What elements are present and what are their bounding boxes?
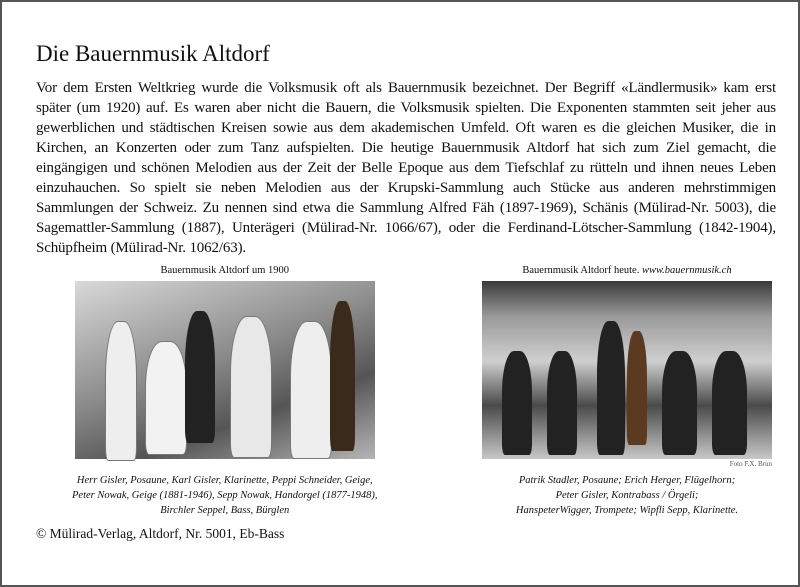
photo-left-caption: Bauernmusik Altdorf um 1900 [160, 265, 290, 276]
description-line: Herr Gisler, Posaune, Karl Gisler, Klarinette, Peppi Schneider, Geige, [76, 475, 373, 486]
figure-right [482, 264, 772, 518]
description-line: Patrik Stadler, Posaune; Erich Herger, Flügelhorn; [518, 475, 736, 486]
photo-historic-band [75, 281, 375, 459]
figures [36, 264, 776, 518]
caption-text: Bauernmusik Altdorf heute. [522, 265, 640, 276]
description-line: Peter Nowak, Geige (1881-1946), Sepp Nowak, Handorgel (1877-1948), [72, 490, 378, 501]
description-line: Birchler Seppel, Bass, Bürglen [160, 505, 290, 516]
photo-right-caption [522, 264, 731, 278]
footer-copyright: © Mülirad-Verlag, Altdorf, Nr. 5001, Eb-Bass [36, 526, 285, 541]
description-line: HanspeterWigger, Trompete; Wipfli Sepp, Klarinette. [515, 505, 739, 516]
description-line: Peter Gisler, Kontrabass / Örgeli; [555, 490, 699, 501]
page-content [36, 40, 776, 542]
photo-right-description [516, 473, 738, 518]
photo-credit: Foto F.X. Brun [729, 460, 772, 468]
body-text: Vor dem Ersten Weltkrieg wurde die Volksmusik oft als Bauernmusik bezeichnet. Der Begriff «Ländlermusik» kam erst später (um 1920) auf. Es waren aber nicht die Bauern, die Volksmusik spielten. Die Exponenten stammten seit jeher aus gewerblichen und städtischen Kreisen sowie aus dem akademischen Umfeld. Oft waren es die gleichen Musiker, die in Kirchen, an Konzerten oder zum Tanz aufspielten. Die heutige Bauernmusik Altdorf hat sich zum Ziel gemacht, die eingängigen und schönen Melodien aus der Zeit der Belle Epoque aus dem Tiefschlaf zu rütteln und ihnen neues Leben einzuhauchen. So spielt sie neben Melodien aus der Krupski-Sammlung auch Stücke aus anderen mehrstimmigen Sammlungen der Schweiz. Zu nennen sind etwa die Sammlung Alfred Fäh (1897-1969), Schänis (Mülirad-Nr. 5003), die Sagemattler-Sammlung (1887), Unterägeri (Mülirad-Nr. 1066/67), oder die Ferdinand-Lötscher-Sammlung (1842-1904), Schüpfheim (Mülirad-Nr. 1062/63). [36, 80, 776, 256]
photo-modern-band [482, 281, 772, 459]
page-title: Die Bauernmusik Altdorf [36, 41, 270, 66]
figure-left [72, 264, 378, 518]
website-link: www.bauernmusik.ch [641, 265, 732, 276]
photo-left-description [72, 473, 378, 518]
